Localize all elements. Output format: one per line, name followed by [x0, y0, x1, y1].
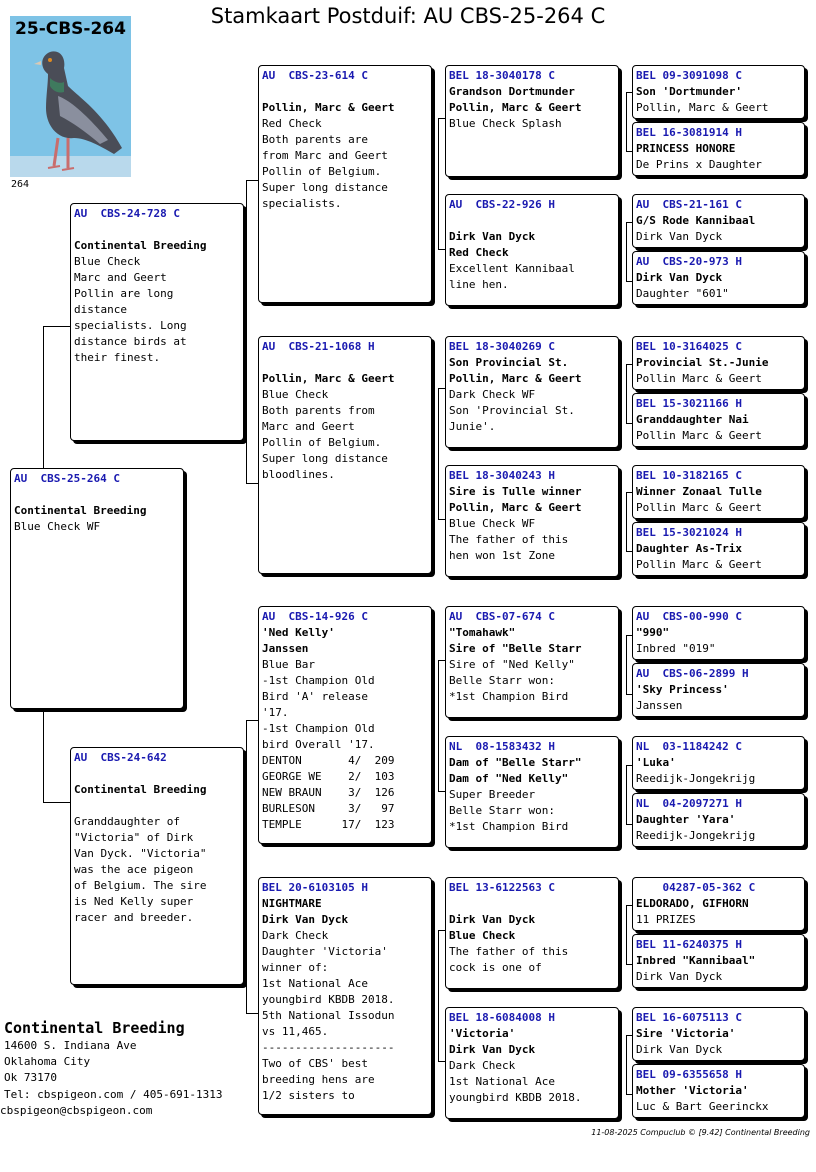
grandparent-card[interactable] — [258, 877, 432, 1115]
great-grandparent-card[interactable] — [445, 336, 619, 448]
gen4-card[interactable] — [632, 393, 805, 447]
ring-number: AU CBS-21-1068 H — [262, 340, 375, 353]
pedigree-line: GEORGE WE 2/ 103 — [262, 770, 395, 783]
pedigree-line: Van Dyck. "Victoria" — [74, 847, 207, 860]
pedigree-line: -1st Champion Old — [262, 674, 375, 687]
gen4-card[interactable] — [632, 877, 805, 931]
gen4-card[interactable] — [632, 793, 805, 847]
connector — [43, 326, 71, 469]
ring-number: AU CBS-07-674 C — [449, 610, 555, 623]
pedigree-line: Granddaughter of — [74, 815, 180, 828]
pedigree-line: *1st Champion Bird — [449, 690, 569, 703]
pedigree-line: ELDORADO, GIFHORN — [636, 897, 749, 910]
pedigree-line: specialists. Long — [74, 319, 187, 332]
ring-number: AU CBS-25-264 C — [14, 472, 120, 485]
pedigree-line: Blue Check — [74, 255, 141, 268]
gen4-card[interactable] — [632, 336, 805, 390]
pedigree-line: Sire of "Ned Kelly" — [449, 658, 575, 671]
pedigree-line: was the ace pigeon — [74, 863, 194, 876]
pedigree-line: bloodlines. — [262, 468, 335, 481]
gen4-card[interactable] — [632, 934, 805, 988]
ring-number: AU CBS-14-926 C — [262, 610, 368, 623]
pedigree-line: cock is one of — [449, 961, 542, 974]
pedigree-line: Pollin, Marc & Geert — [262, 101, 395, 114]
pedigree-line: Both parents are — [262, 133, 368, 146]
pedigree-line: PRINCESS HONORE — [636, 142, 736, 155]
pedigree-line: Dirk Van Dyck — [636, 1043, 723, 1056]
pedigree-line: The father of this — [449, 945, 569, 958]
pedigree-line: hen won 1st Zone — [449, 549, 555, 562]
gen4-card[interactable] — [632, 465, 805, 519]
page-title: Stamkaart Postduif: AU CBS-25-264 C — [210, 4, 606, 28]
grandparent-card[interactable] — [258, 606, 432, 844]
pedigree-line: Super long distance — [262, 452, 388, 465]
great-grandparent-card[interactable] — [445, 465, 619, 577]
pedigree-line: breeding hens are — [262, 1073, 375, 1086]
pedigree-line: Dark Check — [262, 929, 329, 942]
pedigree-line: Continental Breeding — [74, 783, 207, 796]
pedigree-line: Reedijk-Jongekrijg — [636, 772, 756, 785]
pedigree-line: Daughter 'Yara' — [636, 813, 736, 826]
pedigree-line: Dirk Van Dyck — [636, 230, 723, 243]
subject-pigeon-card[interactable] — [10, 468, 184, 709]
ring-number: BEL 18-3040178 C — [449, 69, 555, 82]
pedigree-line: Mother 'Victoria' — [636, 1084, 749, 1097]
pedigree-line: Dirk Van Dyck — [636, 970, 723, 983]
pedigree-line: Dirk Van Dyck — [449, 1043, 536, 1056]
pedigree-line: Pollin, Marc & Geert — [262, 372, 395, 385]
pedigree-line: Pollin Marc & Geert — [636, 429, 762, 442]
gen4-card[interactable] — [632, 522, 805, 576]
pedigree-line: of Belgium. The sire — [74, 879, 207, 892]
pedigree-line: 1st National Ace — [262, 977, 368, 990]
gen4-card[interactable] — [632, 606, 805, 660]
pedigree-line: Daughter "601" — [636, 287, 729, 300]
footer-credit: 11-08-2025 Compuclub © [9.42] Continental Breeding — [591, 1128, 810, 1137]
pedigree-line: 5th National Issodun — [262, 1009, 395, 1022]
ring-number: AU CBS-20-973 H — [636, 255, 742, 268]
breeder-address-line: Oklahoma City — [4, 1055, 91, 1069]
pedigree-line: Dark Check — [449, 1059, 516, 1072]
pedigree-line: NEW BRAUN 3/ 126 — [262, 786, 395, 799]
pedigree-line: Bird 'A' release — [262, 690, 368, 703]
pedigree-line: TEMPLE 17/ 123 — [262, 818, 395, 831]
ring-number: NL 04-2097271 H — [636, 797, 742, 810]
ring-number: BEL 20-6103105 H — [262, 881, 368, 894]
pedigree-line: Continental Breeding — [14, 504, 147, 517]
breeder-contact-line: Tel: cbspigeon.com / 405-691-1313 — [4, 1087, 223, 1101]
pedigree-line: Sire of "Belle Starr — [449, 642, 582, 655]
pedigree-line: Pollin Marc & Geert — [636, 501, 762, 514]
pedigree-line: BURLESON 3/ 97 — [262, 802, 395, 815]
breeder-name: Continental Breeding — [4, 1019, 185, 1037]
pedigree-line: vs 11,465. — [262, 1025, 329, 1038]
pedigree-line: Pollin, Marc & Geert — [449, 501, 582, 514]
pedigree-line: Janssen — [636, 699, 683, 712]
pedigree-line: Super long distance — [262, 181, 388, 194]
pedigree-line: Winner Zonaal Tulle — [636, 485, 762, 498]
gen4-card[interactable] — [632, 663, 805, 717]
ring-number: BEL 16-6075113 C — [636, 1011, 742, 1024]
pedigree-line: Son Provincial St. — [449, 356, 569, 369]
spacer — [74, 222, 240, 238]
ring-number: BEL 11-6240375 H — [636, 938, 742, 951]
spacer — [262, 84, 428, 100]
great-grandparent-card[interactable] — [445, 606, 619, 718]
pedigree-line: Excellent Kannibaal — [449, 262, 575, 275]
pedigree-line: Blue Bar — [262, 658, 315, 671]
pedigree-line: bird Overall '17. — [262, 738, 375, 751]
pedigree-line: Sire 'Victoria' — [636, 1027, 736, 1040]
pedigree-line: Dark Check WF — [449, 388, 536, 401]
ring-number: NL 03-1184242 C — [636, 740, 742, 753]
ring-number: AU CBS-22-926 H — [449, 198, 555, 211]
gen4-card[interactable] — [632, 194, 805, 248]
ring-number: BEL 09-3091098 C — [636, 69, 742, 82]
photo-label: 25-CBS-264 — [15, 19, 126, 39]
pedigree-line: Grandson Dortmunder — [449, 85, 575, 98]
pedigree-line: is Ned Kelly super — [74, 895, 194, 908]
ring-number: AU CBS-24-728 C — [74, 207, 180, 220]
pedigree-line: 1st National Ace — [449, 1075, 555, 1088]
pedigree-line: Dirk Van Dyck — [262, 913, 349, 926]
pedigree-line: Pollin of Belgium. — [262, 436, 382, 449]
gen4-card[interactable] — [632, 1064, 805, 1118]
pedigree-line: Son 'Provincial St. — [449, 404, 575, 417]
gen4-card[interactable] — [632, 122, 805, 176]
great-grandparent-card[interactable] — [445, 194, 619, 306]
grandparent-card[interactable] — [258, 336, 432, 574]
ring-number: AU CBS-24-642 — [74, 751, 167, 764]
ring-number: BEL 10-3164025 C — [636, 340, 742, 353]
pedigree-line: Pollin Marc & Geert — [636, 372, 762, 385]
pedigree-line: Dirk Van Dyck — [636, 271, 723, 284]
ring-number: BEL 18-3040269 C — [449, 340, 555, 353]
pedigree-line: 'Luka' — [636, 756, 676, 769]
pedigree-line: Red Check — [262, 117, 322, 130]
ring-number: BEL 16-3081914 H — [636, 126, 742, 139]
pedigree-line: youngbird KBDB 2018. — [262, 993, 395, 1006]
pedigree-line: Luc & Bart Geerinckx — [636, 1100, 769, 1113]
pedigree-line: Daughter 'Victoria' — [262, 945, 388, 958]
spacer — [14, 487, 180, 503]
pedigree-line: Pollin of Belgium. — [262, 165, 382, 178]
pedigree-line: Super Breeder — [449, 788, 536, 801]
ring-number: BEL 10-3182165 C — [636, 469, 742, 482]
spacer — [74, 766, 240, 782]
ring-number: AU CBS-23-614 C — [262, 69, 368, 82]
pedigree-line: '17. — [262, 706, 289, 719]
pedigree-line: 'Ned Kelly' — [262, 626, 335, 639]
pedigree-line: "Victoria" of Dirk — [74, 831, 194, 844]
breeder-address-line: Ok 73170 — [4, 1071, 57, 1085]
gen4-card[interactable] — [632, 1007, 805, 1061]
pedigree-line: Provincial St.-Junie — [636, 356, 769, 369]
pedigree-line: -1st Champion Old — [262, 722, 375, 735]
ring-number: AU CBS-06-2899 H — [636, 667, 749, 680]
pedigree-line: Continental Breeding — [74, 239, 207, 252]
spacer — [449, 896, 615, 912]
great-grandparent-card[interactable] — [445, 877, 619, 989]
pedigree-line: winner of: — [262, 961, 329, 974]
ring-number: AU CBS-00-990 C — [636, 610, 742, 623]
pedigree-line: distance — [74, 303, 127, 316]
pedigree-line: -------------------- — [262, 1041, 395, 1054]
pedigree-line: 'Sky Princess' — [636, 683, 729, 696]
pedigree-line: Inbred "019" — [636, 642, 716, 655]
pedigree-line: from Marc and Geert — [262, 149, 388, 162]
breeder-email: cbspigeon@cbspigeon.com — [0, 1103, 153, 1117]
ring-number: 04287-05-362 C — [636, 881, 756, 894]
ring-number: BEL 13-6122563 C — [449, 881, 555, 894]
pedigree-line: G/S Rode Kannibaal — [636, 214, 756, 227]
pedigree-line: Pollin, Marc & Geert — [449, 372, 582, 385]
pedigree-line: Pollin Marc & Geert — [636, 558, 762, 571]
pedigree-line: Junie'. — [449, 420, 496, 433]
pedigree-line: Blue Check — [449, 929, 516, 942]
pedigree-line: Blue Check — [262, 388, 329, 401]
ring-number: BEL 09-6355658 H — [636, 1068, 742, 1081]
pedigree-line: Reedijk-Jongekrijg — [636, 829, 756, 842]
ring-number: NL 08-1583432 H — [449, 740, 555, 753]
connector — [43, 710, 71, 803]
pedigree-line: Blue Check WF — [14, 520, 101, 533]
pedigree-line: Granddaughter Nai — [636, 413, 749, 426]
pedigree-line: Pollin, Marc & Geert — [449, 101, 582, 114]
pedigree-line: Belle Starr won: — [449, 674, 555, 687]
pedigree-line: Blue Check WF — [449, 517, 536, 530]
pedigree-line: Dirk Van Dyck — [449, 230, 536, 243]
pedigree-line: Two of CBS' best — [262, 1057, 368, 1070]
spacer — [449, 213, 615, 229]
pedigree-line: Marc and Geert — [262, 420, 355, 433]
spacer — [262, 355, 428, 371]
photo-number: 264 — [11, 179, 30, 190]
pedigree-line: Dam of "Belle Starr" — [449, 756, 582, 769]
pedigree-line: Janssen — [262, 642, 309, 655]
grandparent-card[interactable] — [258, 65, 432, 303]
pedigree-line: 1/2 sisters to — [262, 1089, 355, 1102]
gen4-card[interactable] — [632, 65, 805, 119]
pedigree-line: *1st Champion Bird — [449, 820, 569, 833]
pedigree-line: racer and breeder. — [74, 911, 194, 924]
gen4-card[interactable] — [632, 251, 805, 305]
breeder-address-line: 14600 S. Indiana Ave — [4, 1039, 137, 1052]
pedigree-line: line hen. — [449, 278, 509, 291]
pedigree-line: Belle Starr won: — [449, 804, 555, 817]
pedigree-line: De Prins x Daughter — [636, 158, 762, 171]
pedigree-line: Marc and Geert — [74, 271, 167, 284]
pedigree-line: Both parents from — [262, 404, 375, 417]
pedigree-line: Son 'Dortmunder' — [636, 85, 742, 98]
gen4-card[interactable] — [632, 736, 805, 790]
pedigree-line: Sire is Tulle winner — [449, 485, 582, 498]
ring-number: BEL 18-3040243 H — [449, 469, 555, 482]
pedigree-line: Red Check — [449, 246, 509, 259]
ring-number: BEL 15-3021166 H — [636, 397, 742, 410]
pedigree-line: Daughter As-Trix — [636, 542, 742, 555]
breeder-info — [0, 1018, 223, 1119]
ring-number: AU CBS-21-161 C — [636, 198, 742, 211]
pedigree-line: Inbred "Kannibaal" — [636, 954, 756, 967]
pedigree-line: Blue Check Splash — [449, 117, 562, 130]
pedigree-line: their finest. — [74, 351, 161, 364]
pedigree-line: youngbird KBDB 2018. — [449, 1091, 582, 1104]
pedigree-line: Pollin are long — [74, 287, 174, 300]
pedigree-line: 11 PRIZES — [636, 913, 696, 926]
pedigree-line: "990" — [636, 626, 670, 639]
pedigree-line: distance birds at — [74, 335, 187, 348]
pedigree-line: "Tomahawk" — [449, 626, 516, 639]
pedigree-line: The father of this — [449, 533, 569, 546]
ring-number: BEL 15-3021024 H — [636, 526, 742, 539]
dam-card[interactable] — [70, 747, 244, 985]
pedigree-line: 'Victoria' — [449, 1027, 516, 1040]
pedigree-line: Dam of "Ned Kelly" — [449, 772, 569, 785]
pedigree-line: DENTON 4/ 209 — [262, 754, 395, 767]
great-grandparent-card[interactable] — [445, 736, 619, 848]
pedigree-line: Dirk Van Dyck — [449, 913, 536, 926]
pedigree-line: specialists. — [262, 197, 342, 210]
great-grandparent-card[interactable] — [445, 65, 619, 177]
pedigree-line: NIGHTMARE — [262, 897, 322, 910]
spacer — [74, 798, 240, 814]
great-grandparent-card[interactable] — [445, 1007, 619, 1119]
pigeon-photo — [10, 16, 131, 177]
pedigree-line: Pollin, Marc & Geert — [636, 101, 769, 114]
sire-card[interactable] — [70, 203, 244, 441]
ring-number: BEL 18-6084008 H — [449, 1011, 555, 1024]
pigeon-image — [10, 16, 131, 177]
